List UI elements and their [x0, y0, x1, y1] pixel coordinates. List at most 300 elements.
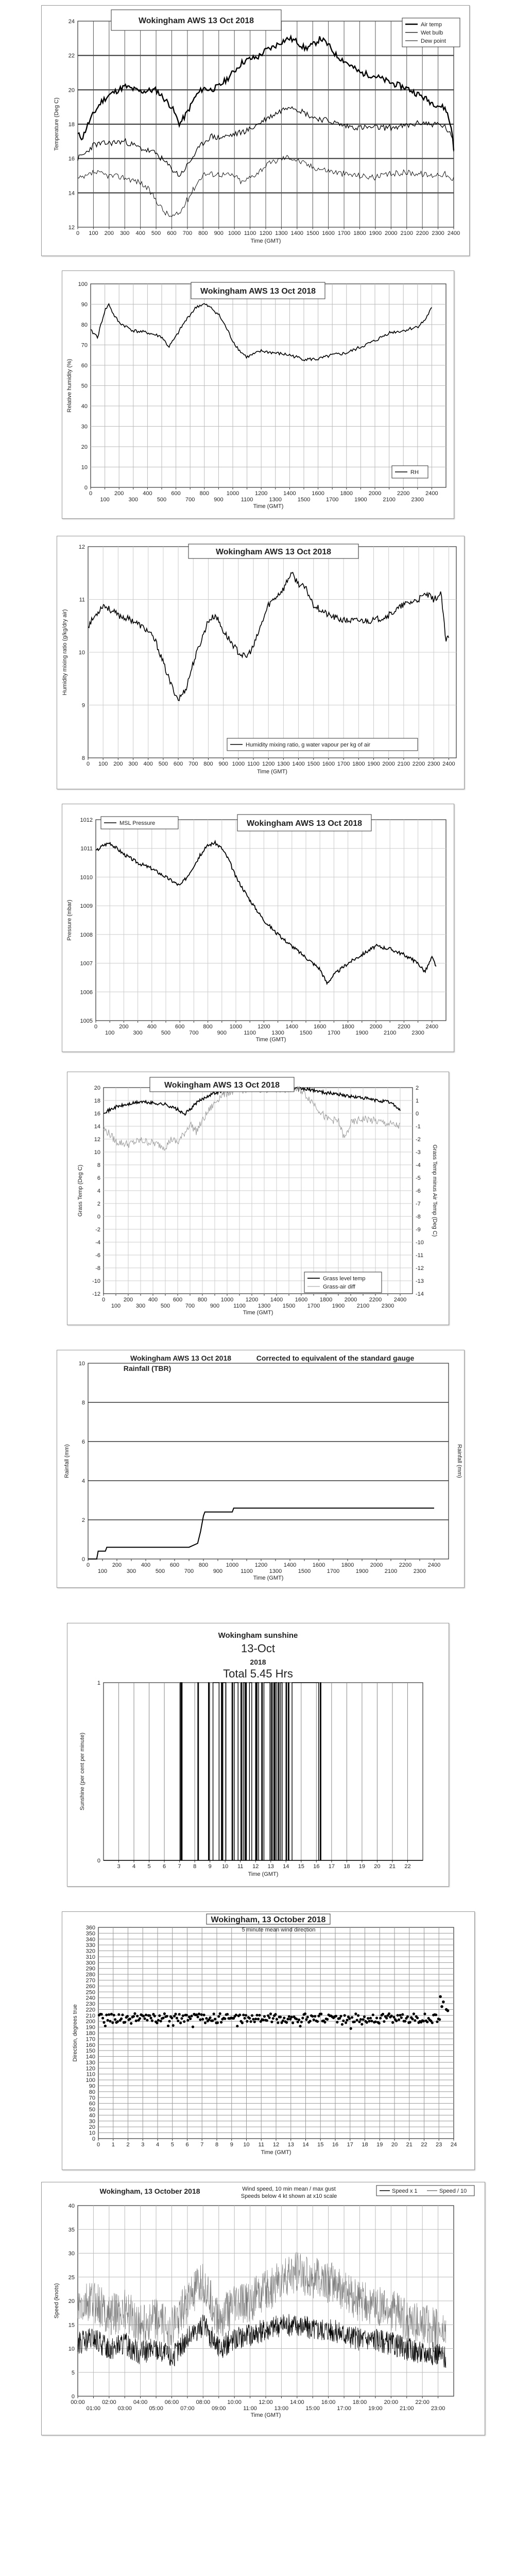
x-tick-label: 3 — [117, 1863, 121, 1870]
direction-point — [108, 2013, 110, 2016]
direction-point — [356, 2019, 358, 2022]
direction-point — [323, 2021, 326, 2024]
rainfall-chart-panel — [57, 1350, 465, 1588]
x-tick-label: 1200 — [258, 1024, 270, 1030]
x-tick-label: 1700 — [327, 1568, 340, 1574]
x-tick-label: 14:00 — [290, 2399, 304, 2405]
x-tick-label: 18 — [344, 1863, 350, 1870]
x-tick-label: 1800 — [353, 230, 366, 236]
y-tick-label: 100 — [85, 2077, 95, 2084]
y-tick-label: 90 — [89, 2083, 95, 2090]
direction-point — [114, 2018, 116, 2021]
direction-point — [316, 2020, 319, 2023]
direction-point — [348, 2018, 351, 2020]
x-tick-label: 14 — [302, 2142, 309, 2148]
x-tick-label: 2100 — [383, 497, 396, 503]
direction-point — [192, 2026, 194, 2028]
direction-point — [422, 2020, 425, 2022]
x-tick-label: 2300 — [413, 1568, 426, 1574]
x-tick-label: 100 — [97, 1568, 108, 1574]
y-right-tick-label: 0 — [416, 1111, 419, 1117]
mixing-ratio-chart — [57, 536, 464, 789]
x-tick-label: 400 — [148, 1297, 158, 1303]
chart-title: Wokingham sunshine — [218, 1631, 298, 1640]
x-tick-label: 300 — [128, 761, 138, 767]
x-tick-label: 2400 — [425, 1024, 439, 1030]
direction-point — [298, 2019, 300, 2021]
direction-point — [200, 2013, 203, 2016]
sunshine-total: Total 5.45 Hrs — [223, 1667, 293, 1680]
x-tick-label: 22:00 — [415, 2399, 430, 2405]
y-tick-label: 40 — [68, 2203, 75, 2209]
x-tick-label: 0 — [86, 761, 90, 767]
x-tick-label: 2400 — [393, 1297, 407, 1303]
y-tick-label: 11 — [79, 597, 85, 603]
y-tick-label: 6 — [81, 1439, 85, 1445]
x-tick-label: 600 — [169, 1562, 180, 1568]
x-tick-label: 300 — [120, 230, 130, 236]
x-tick-label: 16 — [332, 2142, 339, 2148]
x-tick-label: 2000 — [382, 761, 395, 767]
direction-point — [258, 2014, 261, 2016]
x-tick-label: 11:00 — [243, 2405, 257, 2412]
x-tick-label: 13 — [287, 2142, 294, 2148]
x-tick-label: 2300 — [411, 1030, 424, 1036]
x-tick-label: 200 — [123, 1297, 133, 1303]
y-tick-label: 40 — [81, 403, 88, 410]
direction-point — [399, 2014, 401, 2016]
x-tick-label: 22 — [404, 1863, 411, 1870]
x-tick-label: 400 — [135, 230, 145, 236]
y-tick-label: 6 — [97, 1175, 100, 1181]
y-tick-label: 15 — [68, 2322, 75, 2329]
x-tick-label: 19 — [376, 2142, 383, 2148]
direction-point — [266, 2019, 268, 2022]
direction-point — [368, 2020, 371, 2022]
x-tick-label: 2000 — [385, 230, 398, 236]
x-tick-label: 200 — [114, 490, 124, 497]
direction-point — [392, 2016, 395, 2019]
x-tick-label: 12 — [272, 2142, 280, 2148]
pressure-chart — [62, 804, 454, 1052]
direction-point — [290, 2016, 293, 2019]
x-tick-label: 5 — [170, 2142, 174, 2148]
x-tick-label: 23 — [436, 2142, 442, 2148]
y-tick-label: 1008 — [80, 931, 93, 938]
direction-point — [270, 2021, 273, 2023]
direction-point — [431, 2022, 434, 2024]
direction-point — [400, 2016, 403, 2019]
direction-point — [413, 2012, 415, 2015]
y-tick-label: 180 — [85, 2030, 95, 2037]
x-tick-label: 0 — [86, 1562, 90, 1568]
chart-title: Wokingham, 13 October 2018 — [211, 1916, 326, 1924]
y-tick-label: -8 — [95, 1265, 100, 1272]
direction-point — [236, 2025, 238, 2027]
x-tick-label: 2400 — [447, 230, 460, 236]
x-tick-label: 18:00 — [352, 2399, 367, 2405]
direction-point — [274, 2013, 277, 2015]
y-tick-label: 35 — [68, 2227, 75, 2233]
direction-point — [397, 2014, 399, 2016]
direction-point — [109, 2020, 111, 2023]
x-tick-label: 200 — [112, 1562, 122, 1568]
x-tick-label: 19:00 — [368, 2405, 383, 2412]
x-tick-label: 1000 — [220, 1297, 234, 1303]
legend-label: Dew point — [421, 38, 446, 44]
x-tick-label: 19 — [358, 1863, 366, 1870]
x-axis-label: Time (GMT) — [253, 1575, 284, 1581]
x-tick-label: 18 — [362, 2142, 368, 2148]
x-tick-label: 16 — [313, 1863, 320, 1870]
x-tick-label: 13 — [267, 1863, 274, 1870]
x-tick-label: 0 — [89, 490, 93, 497]
x-tick-label: 500 — [151, 230, 161, 236]
x-tick-label: 11 — [237, 1863, 244, 1870]
x-tick-label: 1400 — [285, 1024, 299, 1030]
y-tick-label: 0 — [84, 485, 88, 491]
direction-point — [235, 2013, 237, 2016]
x-tick-label: 800 — [203, 1024, 213, 1030]
direction-point — [313, 2019, 315, 2021]
y-tick-label: 340 — [85, 1936, 95, 1943]
y-right-tick-label: -11 — [416, 1252, 424, 1259]
direction-point — [245, 2014, 247, 2016]
direction-point — [185, 2014, 188, 2016]
direction-point — [132, 2015, 135, 2018]
x-tick-label: 200 — [113, 761, 123, 767]
wind-direction-chart-panel — [62, 1911, 475, 2170]
direction-point — [383, 2020, 385, 2023]
x-tick-label: 01:00 — [86, 2405, 101, 2412]
y-right-tick-label: -8 — [416, 1214, 421, 1220]
direction-point — [251, 2014, 253, 2017]
direction-point — [367, 2017, 369, 2020]
direction-point — [129, 2018, 131, 2020]
direction-point — [142, 2015, 145, 2018]
direction-point — [203, 2013, 205, 2016]
x-tick-label: 700 — [185, 1303, 195, 1309]
direction-point — [167, 2025, 169, 2027]
direction-point — [174, 2013, 177, 2015]
legend-label: Speed x 1 — [392, 2188, 418, 2194]
x-tick-label: 100 — [89, 230, 98, 236]
wind-speed-chart — [42, 2182, 485, 2435]
x-tick-label: 1100 — [244, 230, 256, 236]
legend-label: Humidity mixing ratio, g water vapour per kg of air — [246, 742, 371, 748]
x-tick-label: 700 — [189, 1030, 199, 1036]
direction-point — [262, 2019, 265, 2021]
x-tick-label: 500 — [160, 1303, 170, 1309]
direction-point — [286, 2018, 289, 2020]
y-tick-label: 10 — [78, 650, 85, 656]
plot-area — [88, 1363, 449, 1559]
direction-point — [436, 2021, 438, 2023]
x-tick-label: 10 — [243, 2142, 250, 2148]
y-tick-label: 40 — [89, 2112, 95, 2119]
direction-point — [269, 2012, 272, 2015]
x-tick-label: 1400 — [270, 1297, 283, 1303]
direction-point — [414, 2019, 416, 2022]
direction-point — [336, 2021, 338, 2023]
y-axis-label: Speed (knots) — [54, 2283, 60, 2319]
x-tick-label: 100 — [98, 761, 108, 767]
y-tick-label: 110 — [86, 2071, 95, 2078]
x-tick-label: 1900 — [332, 1303, 345, 1309]
direction-point — [299, 2025, 301, 2027]
x-tick-label: 700 — [188, 761, 198, 767]
legend-label: MSL Pressure — [119, 820, 156, 826]
direction-point — [346, 2019, 348, 2021]
x-tick-label: 0 — [96, 2142, 100, 2148]
legend-label: Wet bulb — [421, 30, 443, 36]
y-tick-label: 290 — [85, 1965, 95, 1972]
y-tick-label: 18 — [94, 1098, 100, 1104]
x-axis-label: Time (GMT) — [250, 2412, 281, 2418]
y-tick-label: 220 — [85, 2007, 95, 2013]
direction-point — [345, 2021, 347, 2024]
sunshine-chart-panel — [67, 1623, 449, 1887]
x-tick-label: 7 — [178, 1863, 181, 1870]
x-tick-label: 2400 — [425, 490, 438, 497]
direction-point — [374, 2021, 377, 2023]
direction-point — [358, 2021, 360, 2023]
chart-title: Wokingham AWS 13 Oct 2018 — [246, 819, 363, 828]
direction-point — [257, 2018, 260, 2020]
y-tick-label: 1012 — [80, 817, 93, 823]
direction-point — [382, 2013, 384, 2015]
direction-point — [144, 2018, 146, 2020]
direction-point — [219, 2012, 221, 2015]
direction-point — [439, 1995, 442, 1998]
x-tick-label: 1900 — [367, 761, 380, 767]
y-tick-label: 200 — [85, 2019, 95, 2025]
x-tick-label: 1000 — [228, 230, 241, 236]
x-tick-label: 1200 — [254, 490, 268, 497]
x-tick-label: 07:00 — [180, 2405, 195, 2412]
direction-point — [199, 2019, 201, 2021]
y-tick-label: 2 — [81, 1517, 85, 1523]
y-right-tick-label: -3 — [416, 1149, 421, 1156]
x-tick-label: 8 — [193, 1863, 197, 1870]
x-tick-label: 2200 — [397, 490, 410, 497]
direction-point — [216, 2022, 219, 2024]
chart-title: Wokingham AWS 13 Oct 2018 — [130, 1354, 232, 1362]
y-tick-label: 270 — [85, 1977, 95, 1984]
direction-point — [398, 2019, 400, 2021]
x-tick-label: 2200 — [398, 1024, 410, 1030]
x-tick-label: 06:00 — [164, 2399, 179, 2405]
direction-point — [168, 2020, 170, 2023]
x-tick-label: 1700 — [337, 761, 350, 767]
x-tick-label: 5 — [147, 1863, 151, 1870]
direction-point — [354, 2012, 357, 2015]
x-tick-label: 12 — [252, 1863, 259, 1870]
x-tick-label: 20 — [391, 2142, 398, 2148]
y-tick-label: 10 — [89, 2130, 95, 2137]
direction-point — [285, 2021, 288, 2024]
y-right-tick-label: -9 — [416, 1227, 421, 1233]
y-tick-label: 330 — [85, 1942, 95, 1949]
x-tick-label: 1800 — [341, 1024, 354, 1030]
direction-point — [157, 2019, 160, 2022]
y-tick-label: 20 — [68, 87, 75, 94]
x-tick-label: 15 — [298, 1863, 304, 1870]
x-tick-label: 4 — [132, 1863, 136, 1870]
y-tick-label: 4 — [81, 1478, 85, 1484]
x-tick-label: 1500 — [306, 230, 319, 236]
y-axis-label: Humidity mixing ratio (g/kg/dry air) — [62, 609, 68, 696]
direction-point — [388, 2012, 390, 2015]
x-tick-label: 1000 — [229, 1024, 243, 1030]
y-right-tick-label: 2 — [416, 1085, 419, 1091]
legend-label: Grass level temp — [323, 1276, 366, 1282]
direction-point — [306, 2016, 309, 2019]
humidity-chart-panel — [62, 270, 454, 519]
x-tick-label: 1600 — [295, 1297, 308, 1303]
direction-point — [268, 2016, 271, 2019]
y-tick-label: 1005 — [80, 1018, 93, 1024]
direction-point — [372, 2013, 374, 2016]
x-tick-label: 2000 — [370, 1562, 383, 1568]
direction-point — [342, 2020, 345, 2022]
x-tick-label: 15 — [317, 2142, 324, 2148]
y-tick-label: 1010 — [80, 874, 93, 881]
direction-point — [309, 2020, 312, 2022]
x-tick-label: 700 — [182, 230, 193, 236]
chart-title: Wokingham AWS 13 Oct 2018 — [138, 16, 254, 25]
legend-label: Air temp — [421, 22, 442, 28]
x-tick-label: 1700 — [328, 1030, 340, 1036]
direction-point — [172, 2024, 175, 2027]
y-right-tick-label: -1 — [416, 1124, 421, 1130]
x-tick-label: 2400 — [427, 1562, 441, 1568]
x-tick-label: 400 — [143, 490, 152, 497]
direction-point — [252, 2018, 254, 2021]
x-tick-label: 03:00 — [117, 2405, 132, 2412]
direction-point — [214, 2018, 216, 2020]
x-tick-label: 700 — [185, 497, 195, 503]
y-tick-label: 0 — [97, 1214, 100, 1220]
x-tick-label: 100 — [111, 1303, 121, 1309]
x-tick-label: 1400 — [290, 230, 304, 236]
plot-area — [104, 1683, 423, 1860]
direction-point — [186, 2019, 189, 2022]
direction-point — [379, 2017, 382, 2020]
x-tick-label: 1700 — [307, 1303, 320, 1309]
wind-direction-chart — [62, 1912, 474, 2170]
y-right-tick-label: -4 — [416, 1162, 421, 1168]
direction-point — [120, 2018, 123, 2020]
x-tick-label: 1400 — [283, 490, 296, 497]
x-tick-label: 1300 — [277, 761, 290, 767]
y-axis-label: Sunshine (per cent per minute) — [79, 1732, 85, 1811]
direction-point — [146, 2019, 148, 2022]
legend-label: RH — [410, 469, 419, 476]
x-tick-label: 2300 — [427, 761, 440, 767]
direction-point — [404, 2020, 406, 2023]
y-tick-label: 90 — [81, 301, 88, 308]
direction-point — [341, 2023, 344, 2026]
chart-annotation: Corrected to equivalent of the standard gauge — [256, 1354, 415, 1362]
humidity-chart — [62, 271, 454, 518]
y-tick-label: 0 — [92, 2136, 95, 2142]
y-right-tick-label: 1 — [416, 1098, 419, 1104]
mixing-ratio-chart-panel — [57, 536, 465, 789]
y-right-axis-label: Rainfall (mm) — [456, 1444, 462, 1478]
y-tick-label: 1007 — [80, 960, 93, 967]
direction-point — [362, 2018, 365, 2021]
temperature-chart-panel — [41, 5, 470, 256]
direction-point — [166, 2015, 168, 2018]
x-tick-label: 1800 — [352, 761, 365, 767]
x-tick-label: 900 — [210, 1303, 220, 1309]
x-tick-label: 6 — [163, 1863, 166, 1870]
direction-point — [291, 2022, 294, 2024]
direction-point — [160, 2020, 162, 2022]
y-right-tick-label: -5 — [416, 1175, 421, 1181]
x-tick-label: 1600 — [312, 1562, 325, 1568]
y-tick-label: 20 — [81, 444, 88, 450]
x-tick-label: 1100 — [233, 1303, 246, 1309]
x-tick-label: 400 — [143, 761, 153, 767]
x-tick-label: 1600 — [322, 230, 335, 236]
direction-point — [272, 2017, 274, 2020]
y-tick-label: 24 — [68, 19, 75, 25]
grass-temperature-chart — [67, 1072, 449, 1325]
x-axis-label: Time (GMT) — [250, 238, 281, 244]
x-tick-label: 100 — [100, 497, 110, 503]
direction-point — [117, 2013, 120, 2016]
x-tick-label: 2100 — [384, 1568, 398, 1574]
x-tick-label: 2 — [126, 2142, 130, 2148]
x-tick-label: 1000 — [226, 1562, 239, 1568]
x-tick-label: 4 — [156, 2142, 160, 2148]
x-axis-label: Time (GMT) — [261, 2149, 291, 2156]
direction-point — [238, 2013, 241, 2016]
direction-point — [442, 2001, 445, 2004]
direction-point — [170, 2016, 173, 2019]
y-tick-label: 10 — [68, 2346, 75, 2352]
y-tick-label: 8 — [97, 1162, 100, 1168]
y-right-tick-label: -12 — [416, 1265, 424, 1272]
x-tick-label: 11 — [258, 2142, 264, 2148]
y-axis-label: Rainfall (mm) — [64, 1444, 70, 1478]
x-tick-label: 1500 — [297, 497, 311, 503]
x-tick-label: 600 — [173, 1297, 183, 1303]
y-tick-label: 300 — [85, 1960, 95, 1967]
chart-subtitle: 5 minute mean wind direction — [242, 1927, 316, 1933]
direction-point — [366, 2021, 368, 2024]
x-tick-label: 1400 — [283, 1562, 297, 1568]
plot-area — [96, 820, 446, 1021]
chart-title: Wokingham, 13 October 2018 — [99, 2187, 200, 2195]
direction-point — [158, 2014, 161, 2017]
y-tick-label: 0 — [97, 1858, 100, 1864]
y-tick-label: 1011 — [80, 845, 93, 852]
y-tick-label: 2 — [97, 1201, 100, 1207]
x-tick-label: 800 — [198, 1562, 209, 1568]
x-tick-label: 500 — [158, 761, 168, 767]
direction-point — [391, 2021, 394, 2024]
direction-point — [224, 2018, 226, 2020]
x-tick-label: 1100 — [247, 761, 260, 767]
pressure-chart-panel — [62, 804, 454, 1052]
x-tick-label: 1100 — [241, 1568, 253, 1574]
chart-year: 2018 — [250, 1658, 266, 1666]
x-tick-label: 08:00 — [196, 2399, 211, 2405]
y-tick-label: 50 — [89, 2107, 95, 2113]
